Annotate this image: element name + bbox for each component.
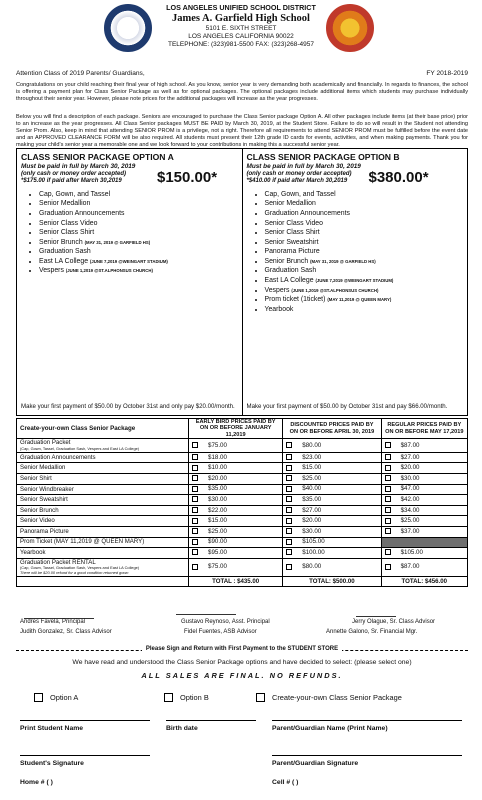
item-note: (JUNE 1,2019 @ST.ALPHONSUS CHURCH) [65, 268, 153, 274]
item-detail: (Cap, Gown, Tassel, Graduation Sash, Vespers and East LA College) [20, 565, 140, 571]
item-name: Senior Sweatshirt [20, 496, 68, 504]
price-cell[interactable] [283, 505, 381, 516]
price-cell[interactable] [189, 452, 283, 463]
item-label: East LA College [39, 257, 89, 265]
price-value: $35.00 [208, 485, 227, 493]
price-checkbox[interactable] [286, 507, 292, 513]
price-value: $15.00 [302, 464, 322, 472]
create-your-own-table [16, 418, 468, 587]
price-value: $90.00 [208, 538, 227, 546]
option-b-cash: (only cash or money order accepted) [246, 170, 352, 177]
item-cell [17, 473, 189, 484]
price-checkbox[interactable] [385, 549, 391, 555]
price-checkbox[interactable] [385, 486, 391, 492]
package-options [16, 148, 468, 416]
item-label: Cap, Gown, and Tassel [264, 190, 336, 198]
price-value: $87.00 [400, 441, 420, 449]
student-signature-field[interactable] [20, 760, 84, 768]
price-value: $30.00 [400, 474, 420, 482]
package-item [39, 238, 238, 248]
item-cell [17, 463, 189, 474]
item-name: Senior Brunch [20, 506, 59, 514]
package-item [265, 228, 464, 238]
price-checkbox[interactable] [286, 486, 292, 492]
item-label: Senior Medallion [39, 200, 91, 208]
item-label: Yearbook [264, 305, 294, 313]
table-row [17, 439, 468, 452]
custom-checkbox[interactable] [256, 693, 265, 702]
price-checkbox[interactable] [192, 528, 198, 534]
signer-name: Andres Favela, Principal [20, 619, 86, 625]
item-cell [17, 558, 189, 576]
letterhead [0, 0, 482, 60]
price-checkbox[interactable] [385, 475, 391, 481]
price-checkbox[interactable] [192, 475, 198, 481]
package-item [265, 266, 464, 276]
item-cell [17, 495, 189, 506]
asst-principal-signature [176, 603, 236, 615]
total-cell: TOTAL : $435.00 [189, 577, 283, 587]
table-row [17, 526, 468, 537]
cut-line [16, 646, 468, 659]
package-item [39, 228, 238, 238]
table-row [17, 484, 468, 495]
option-a-late: *$175.00 if paid after March 30,2019 [21, 178, 122, 185]
option-b-items [265, 190, 464, 315]
price-cell[interactable] [283, 463, 381, 474]
package-item [265, 238, 464, 248]
price-checkbox[interactable] [192, 465, 198, 471]
package-item [265, 190, 464, 200]
price-value: $25.00 [302, 474, 322, 482]
price-value: $25.00 [208, 527, 227, 535]
table-row [17, 495, 468, 506]
option-b-label: Option B [180, 693, 209, 702]
price-value: $10.00 [208, 464, 227, 472]
price-cell[interactable] [381, 558, 467, 576]
package-item [39, 219, 238, 229]
price-checkbox[interactable] [385, 507, 391, 513]
principal-signature [24, 607, 94, 619]
table-header: EARLY BIRD PRICES PAID BY ON OR BEFORE JANUARY 11,2019 [189, 419, 283, 439]
signer-name: Fidel Fuentes, ASB Advisor [184, 629, 257, 635]
address-line-1: 5101 E. SIXTH STREET [205, 25, 277, 33]
price-checkbox[interactable] [385, 496, 391, 502]
option-b-payment: Make your first payment of $50.00 by October 31st and pay $66.00/month. [246, 403, 448, 411]
price-checkbox[interactable] [192, 507, 198, 513]
item-note: (MAY 31, 2019 @ GARFIELD HS) [84, 239, 151, 245]
birth-date-field[interactable] [166, 725, 198, 733]
option-a-checkbox[interactable] [34, 693, 43, 702]
intro-paragraph: Congratulations on your child reaching their final year of high school. As you know, senior year is very demanding both academically and financially. In regards to finances, the school is offering a payment plan for Class Senior Package as well as for optional packages. The optional packages include additional items which students may purchase individually throughout their senior year. However, please note prices for the additional packages will increase as the year progresses. [16, 82, 468, 102]
option-a-choice[interactable] [34, 693, 78, 702]
advisor-signature [356, 605, 396, 617]
item-name: Senior Medallion [20, 464, 66, 472]
package-item [265, 276, 464, 286]
item-label: Vespers [264, 286, 290, 294]
price-value: $87.00 [400, 563, 420, 571]
field-label: Parent/Guardian Name (Print Name) [272, 725, 388, 732]
package-item [265, 257, 464, 267]
table-row [17, 473, 468, 484]
package-item [39, 247, 238, 257]
option-b-title: CLASS SENIOR PACKAGE OPTION B [246, 152, 400, 162]
price-checkbox[interactable] [192, 539, 198, 545]
price-value: $105.00 [400, 549, 423, 557]
option-b-panel [243, 149, 468, 415]
price-checkbox[interactable] [286, 454, 292, 460]
price-value: $95.00 [208, 549, 227, 557]
item-cell [17, 548, 189, 559]
signer-name: Annette Galono, Sr. Financial Mgr. [326, 629, 418, 635]
price-checkbox[interactable] [385, 564, 391, 570]
student-name-field[interactable] [20, 725, 83, 733]
field-label: Parent/Guardian Signature [272, 760, 359, 767]
price-value: $25.00 [400, 517, 420, 525]
price-value: $80.00 [302, 441, 322, 449]
item-label: Senior Medallion [264, 200, 316, 208]
signer-name: Jerry Olague, Sr. Class Advisor [352, 619, 436, 625]
price-value: $30.00 [302, 527, 322, 535]
price-value: $20.00 [302, 517, 322, 525]
price-cell[interactable] [381, 495, 467, 506]
price-cell[interactable] [381, 516, 467, 527]
totals-row [17, 577, 468, 587]
item-cell [17, 484, 189, 495]
item-label: Senior Class Shirt [39, 229, 95, 237]
price-cell[interactable] [283, 495, 381, 506]
total-cell: TOTAL: $500.00 [283, 577, 381, 587]
price-checkbox[interactable] [385, 442, 391, 448]
address-line-2: LOS ANGELES CALIFORNIA 90022 [188, 33, 294, 41]
item-label: Senior Sweatshirt [264, 238, 319, 246]
item-cell [17, 439, 189, 452]
package-item [265, 295, 464, 305]
item-name: Prom Ticket (MAY 11,2019 @ QUEEN MARY) [20, 538, 145, 546]
field-label: Cell # ( ) [272, 779, 299, 786]
price-cell[interactable] [283, 548, 381, 559]
item-note: (JUNE 1,2019 @ST.ALPHONSUS CHURCH) [291, 287, 379, 293]
table-row [17, 505, 468, 516]
lausd-seal-logo [326, 4, 374, 52]
table-row [17, 537, 468, 548]
price-cell[interactable] [189, 548, 283, 559]
item-name: Graduation Packet RENTAL [20, 558, 96, 566]
price-checkbox[interactable] [192, 496, 198, 502]
price-value: $40.00 [302, 485, 322, 493]
phone-line: TELEPHONE: (323)981-5500 FAX: (323)268-4957 [168, 41, 314, 49]
price-checkbox[interactable] [286, 475, 292, 481]
item-label: Graduation Sash [39, 248, 91, 256]
option-a-items [39, 190, 238, 276]
item-label: Graduation Sash [264, 267, 317, 275]
option-b-late: *$410.00 if paid after March 30,2019 [246, 178, 348, 185]
price-checkbox[interactable] [192, 564, 198, 570]
price-checkbox[interactable] [192, 549, 198, 555]
table-row [17, 548, 468, 559]
price-cell[interactable] [381, 473, 467, 484]
item-note: (JUNE 7,2019 @WEINGART STADIUM) [315, 278, 394, 284]
price-value: $80.00 [302, 563, 322, 571]
package-item [39, 199, 238, 209]
price-cell[interactable] [381, 463, 467, 474]
price-value: $105.00 [302, 538, 325, 546]
item-cell [17, 526, 189, 537]
item-name: Yearbook [20, 549, 46, 557]
price-checkbox[interactable] [286, 549, 292, 555]
item-note: (MAY 31, 2019 @ GARFIELD HS) [310, 258, 376, 264]
option-a-panel [17, 149, 243, 415]
item-detail: (Cap, Gown, Tassel, Graduation Sash, Vespers and East LA College) [20, 445, 140, 451]
signer-name: Gustavo Reynoso, Asst. Principal [181, 619, 270, 625]
package-item [39, 257, 238, 267]
package-item [39, 209, 238, 219]
item-note: (JUNE 7,2019 @WEINGART STADIUM) [89, 258, 168, 264]
option-b-choice[interactable] [164, 693, 209, 702]
signatures [16, 605, 468, 645]
option-a-cash: (only cash or money order accepted) [21, 170, 127, 177]
item-label: Graduation Announcements [264, 209, 350, 217]
package-paragraph: Below you will find a description of each package. Seniors are encouraged to purchase the Class Senior package Option A. All other packages include items (at their base price) prior to an increase as the year progresses. All Class Senior packages MUST BE PAID by March 30, 2019, at the Student Store. Failure to do so will result in the Student not attending Senior Prom. Also, keep in mind that attending SENIOR PROM is a privilege, not a right. Therefore all requirements to attend SENIOR PROM must be fulfilled before the event date and an APPROVED CLEARANCE FORM will be also required. All students must present their 12th grade ID cards for events, activities, and when making payments. Thank you for making your child's senior year a memorable one and we look forward to your contributions in making this a successful senior year. [16, 114, 468, 148]
field-label: Print Student Name [20, 725, 84, 732]
price-cell[interactable] [283, 452, 381, 463]
price-value: $18.00 [208, 453, 227, 461]
package-item [39, 190, 238, 200]
price-value: $20.00 [208, 474, 227, 482]
option-a-label: Option A [50, 693, 79, 702]
option-a-title: CLASS SENIOR PACKAGE OPTION A [21, 152, 174, 162]
field-label: Student's Signature [20, 760, 84, 767]
price-cell[interactable] [283, 439, 381, 452]
price-value: $75.00 [208, 563, 227, 571]
price-checkbox[interactable] [385, 465, 391, 471]
price-checkbox[interactable] [192, 442, 198, 448]
price-checkbox[interactable] [385, 518, 391, 524]
item-label: Vespers [39, 267, 64, 275]
price-cell[interactable] [381, 537, 467, 548]
item-label: Senior Brunch [39, 238, 83, 246]
price-cell[interactable] [283, 516, 381, 527]
refund-note: There will be $20.00 refund for a good condition returned gown [20, 570, 129, 576]
attention-text: Attention Class of 2019 Parents/ Guardians, [16, 70, 145, 77]
price-checkbox[interactable] [286, 496, 292, 502]
price-cell[interactable] [381, 484, 467, 495]
price-checkbox[interactable] [286, 528, 292, 534]
price-checkbox[interactable] [385, 454, 391, 460]
price-cell[interactable] [283, 537, 381, 548]
option-b-checkbox[interactable] [164, 693, 173, 702]
item-cell [17, 505, 189, 516]
option-a-payment: Make your first payment of $50.00 by October 31st and only pay $20.00/month. [21, 403, 235, 411]
price-cell[interactable] [381, 439, 467, 452]
price-value: $100.00 [302, 549, 325, 557]
item-label: Senior Class Video [39, 219, 98, 227]
fiscal-year: FY 2018-2019 [426, 70, 468, 77]
item-label: Senior Brunch [264, 257, 309, 265]
table-row [17, 516, 468, 527]
option-b-deadline: Must be paid in full by March 30, 2019 [246, 162, 361, 170]
price-value: $42.00 [400, 496, 420, 504]
parent-name-field[interactable] [272, 725, 388, 733]
price-value: $37.00 [400, 527, 420, 535]
price-value: $47.00 [400, 485, 420, 493]
price-value: $20.00 [400, 464, 420, 472]
price-checkbox[interactable] [286, 465, 292, 471]
price-checkbox[interactable] [286, 442, 292, 448]
item-name: Senior Video [20, 517, 55, 525]
cell-phone-field[interactable] [272, 779, 298, 787]
field-label: Birth date [166, 725, 198, 732]
price-cell[interactable] [189, 505, 283, 516]
item-note: (MAY 11,2019 @ QUEEN MARY) [327, 297, 392, 303]
price-value: $15.00 [208, 517, 227, 525]
package-item [265, 199, 464, 209]
package-item [265, 209, 464, 219]
price-cell[interactable] [381, 548, 467, 559]
cut-line-text: Please Sign and Return with First Payment to the STUDENT STORE [142, 646, 342, 652]
price-cell[interactable] [189, 463, 283, 474]
option-a-deadline: Must be paid in full by March 30, 2019 [21, 162, 136, 170]
price-value: $27.00 [400, 453, 420, 461]
price-cell[interactable] [381, 452, 467, 463]
price-value: $34.00 [400, 506, 420, 514]
item-label: Graduation Announcements [39, 209, 125, 217]
attention-line [16, 70, 468, 78]
item-cell [17, 452, 189, 463]
price-checkbox[interactable] [286, 564, 292, 570]
price-cell[interactable] [189, 516, 283, 527]
price-value: $27.00 [302, 506, 322, 514]
option-b-price: $380.00* [368, 169, 429, 186]
total-cell: TOTAL: $456.00 [381, 577, 467, 587]
price-cell[interactable] [283, 558, 381, 576]
item-label: East LA College [264, 277, 314, 285]
custom-choice[interactable] [256, 693, 402, 702]
item-name: Graduation Packet [20, 439, 71, 447]
item-label: Prom ticket (1ticket) [264, 296, 326, 304]
totals-spacer [17, 577, 189, 587]
table-row [17, 463, 468, 474]
final-sales-notice: ALL SALES ARE FINAL. NO REFUNDS. [141, 671, 343, 680]
item-cell [17, 516, 189, 527]
price-checkbox[interactable] [192, 454, 198, 460]
home-phone-field[interactable] [20, 779, 53, 787]
item-name: Senior Windbreaker [20, 485, 74, 493]
price-cell[interactable] [189, 537, 283, 548]
price-cell[interactable] [381, 505, 467, 516]
price-cell[interactable] [189, 495, 283, 506]
price-cell[interactable] [283, 473, 381, 484]
price-cell[interactable] [189, 484, 283, 495]
item-name: Panorama Picture [20, 527, 69, 535]
item-label: Senior Class Shirt [264, 229, 320, 237]
package-item [265, 305, 464, 315]
item-label: Panorama Picture [264, 248, 320, 256]
price-checkbox[interactable] [385, 528, 391, 534]
field-label: Home # ( ) [20, 779, 53, 786]
price-cell[interactable] [189, 439, 283, 452]
package-item [39, 266, 238, 276]
option-a-price: $150.00* [157, 169, 218, 186]
price-cell[interactable] [189, 473, 283, 484]
parent-signature-field[interactable] [272, 760, 358, 768]
package-item [265, 247, 464, 257]
package-item [265, 219, 464, 229]
package-item [265, 286, 464, 296]
price-checkbox[interactable] [286, 539, 292, 545]
signer-name: Judith Gonzalez, Sr. Class Advisor [20, 629, 112, 635]
district-name: LOS ANGELES UNIFIED SCHOOL DISTRICT [166, 3, 316, 12]
price-value: $35.00 [302, 496, 322, 504]
item-cell [17, 537, 189, 548]
custom-label: Create-your-own Class Senior Package [272, 693, 402, 702]
price-cell[interactable] [381, 526, 467, 537]
agreement-text: We have read and understood the Class Senior Package options and have decided to select: (please select one) [72, 659, 412, 666]
price-checkbox[interactable] [192, 518, 198, 524]
price-value: $23.00 [302, 453, 322, 461]
item-label: Cap, Gown, and Tassel [39, 190, 111, 198]
price-cell[interactable] [283, 526, 381, 537]
price-value: $30.00 [208, 496, 227, 504]
item-label: Senior Class Video [264, 219, 323, 227]
garfield-seal-logo [104, 4, 152, 52]
price-checkbox[interactable] [286, 518, 292, 524]
price-checkbox[interactable] [192, 486, 198, 492]
price-value: $75.00 [208, 441, 227, 449]
price-cell[interactable] [283, 484, 381, 495]
table-header: Create-your-own Class Senior Package [17, 419, 189, 439]
school-name: James A. Garfield High School [172, 13, 310, 24]
table-row [17, 452, 468, 463]
item-name: Senior Shirt [20, 474, 52, 482]
table-row [17, 558, 468, 576]
price-value: $22.00 [208, 506, 227, 514]
table-header: DISCOUNTED PRICES PAID BY ON OR BEFORE APRIL 30, 2019 [283, 419, 381, 439]
price-cell[interactable] [189, 558, 283, 576]
price-cell[interactable] [189, 526, 283, 537]
item-name: Graduation Announcements [20, 453, 96, 461]
table-header: REGULAR PRICES PAID BY ON OR BEFORE MAY 17,2019 [381, 419, 467, 439]
